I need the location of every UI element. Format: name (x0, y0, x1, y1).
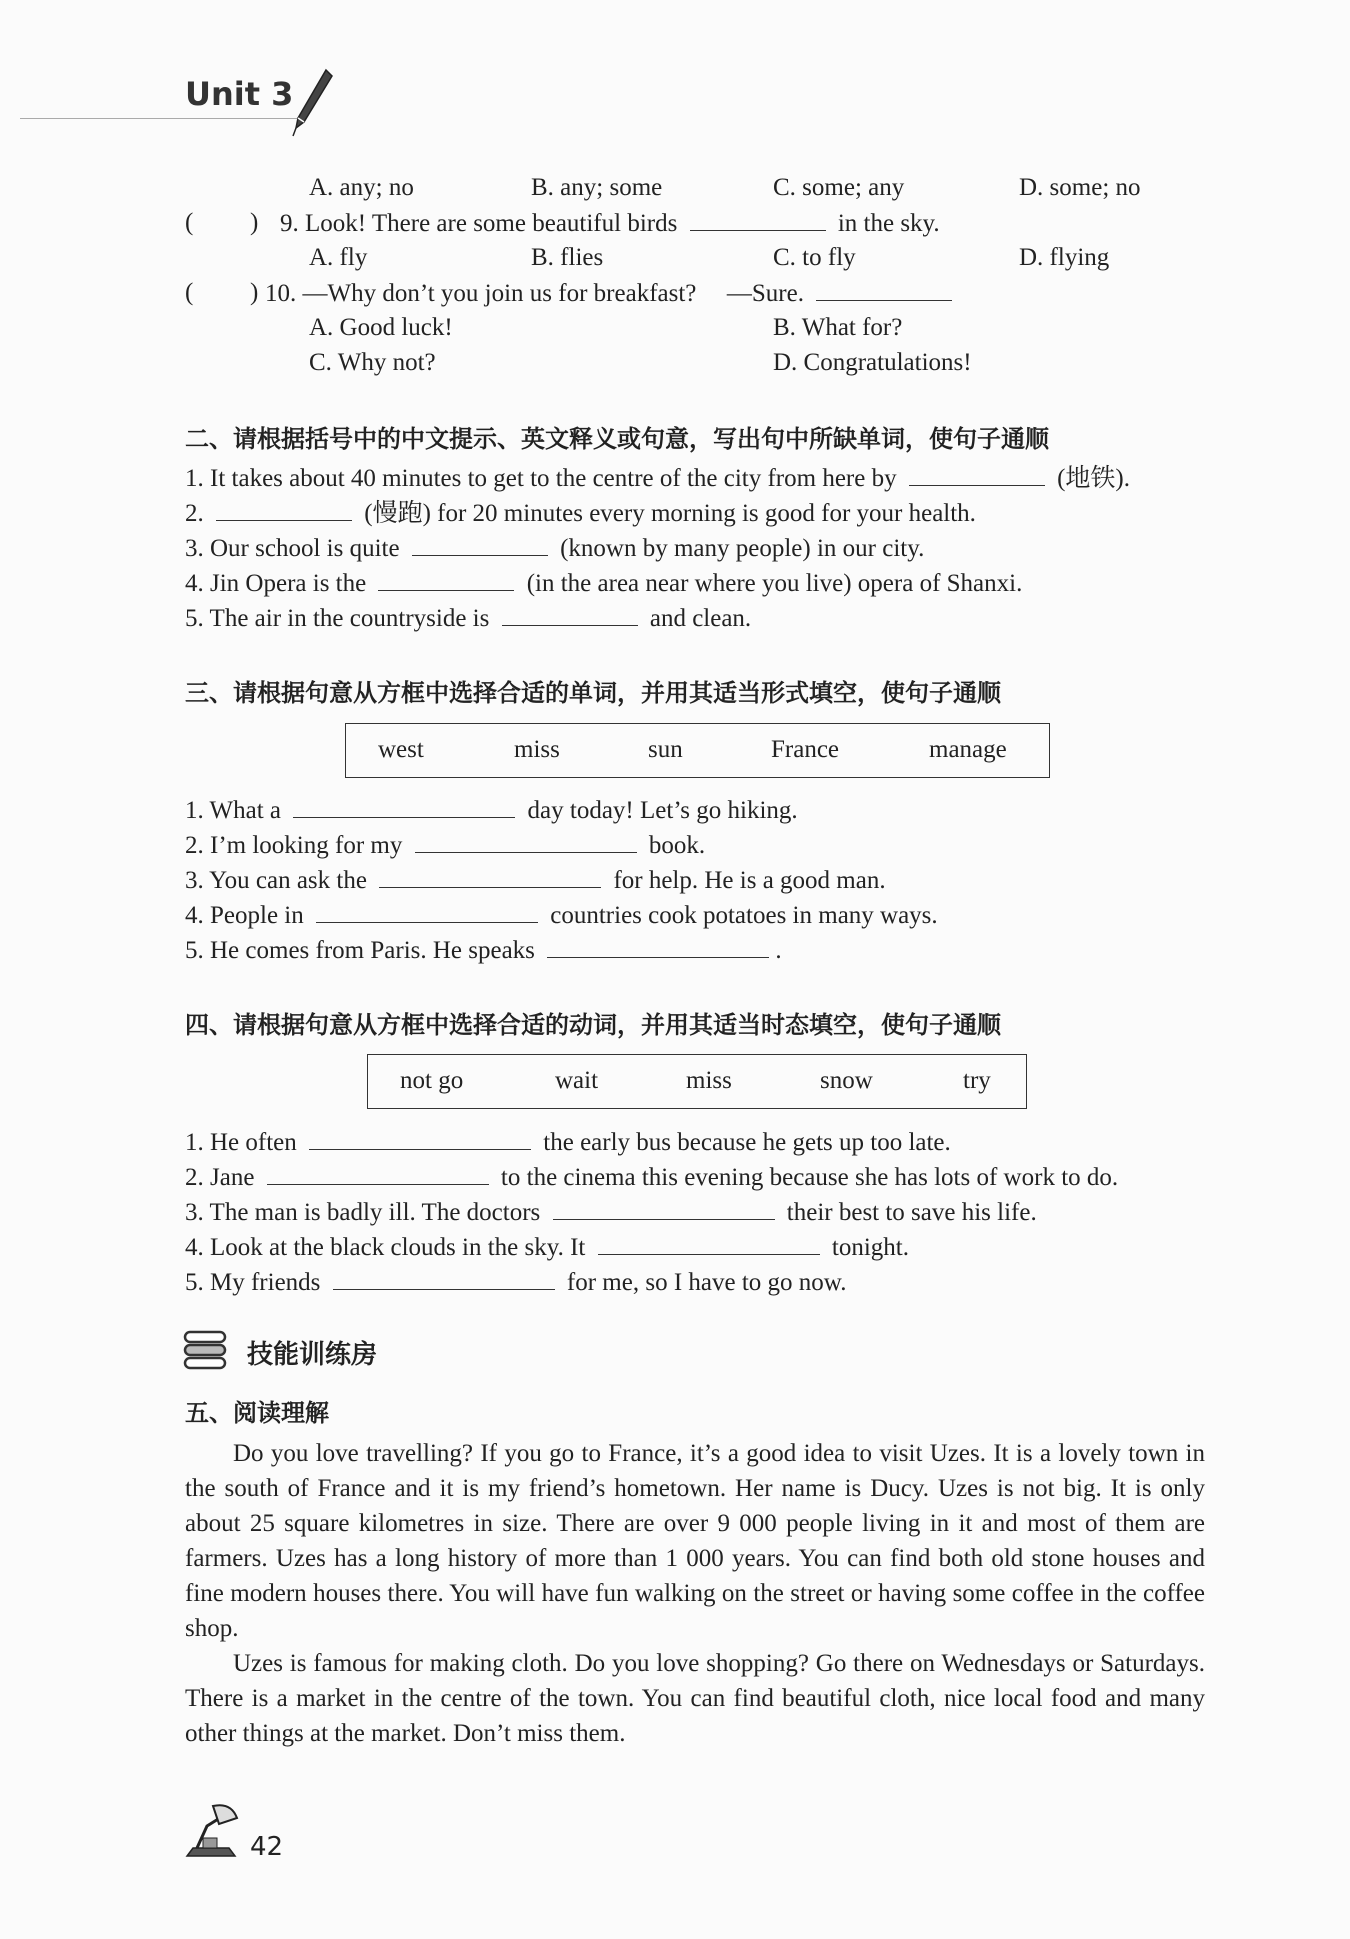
q9-option-d: D. flying (1019, 244, 1110, 271)
answer-blank[interactable] (553, 1197, 775, 1220)
word-box-item: France (771, 736, 840, 763)
q9-paren-open: ( (185, 209, 194, 236)
word-box-item: miss (514, 736, 560, 763)
verb-box (367, 1054, 1027, 1109)
s3-item-4: 4. People in countries cook potatoes in many ways. (185, 902, 938, 929)
answer-blank[interactable] (316, 900, 538, 923)
verb-box-item: snow (820, 1067, 873, 1094)
answer-blank[interactable] (293, 795, 515, 818)
pen-icon (290, 66, 334, 138)
s4-item-5: 5. My friends for me, so I have to go now. (185, 1269, 847, 1296)
answer-blank[interactable] (909, 463, 1045, 486)
q10-stem (265, 278, 952, 309)
q9-stem-a: 9. Look! There are some beautiful birds (280, 210, 678, 237)
answer-blank[interactable] (267, 1162, 489, 1185)
answer-blank[interactable] (333, 1267, 555, 1290)
s2-item-3: 3. Our school is quite (known by many people) in our city. (185, 535, 925, 562)
q9-option-c: C. to fly (773, 244, 856, 271)
section-4-heading: 四、请根据句意从方框中选择合适的动词，并用其适当时态填空，使句子通顺 (185, 1011, 1001, 1039)
q8-option-d: D. some; no (1019, 174, 1141, 201)
s2-item-5: 5. The air in the countryside is and clean. (185, 605, 752, 632)
unit-title: Unit 3 (185, 75, 294, 113)
lamp-icon (183, 1800, 243, 1860)
word-box (345, 723, 1050, 778)
answer-blank[interactable] (216, 498, 352, 521)
s2-item-1: 1. It takes about 40 minutes to get to the centre of the city from here by (地铁). (185, 465, 1131, 492)
word-box-item: sun (648, 736, 683, 763)
s3-item-5: 5. He comes from Paris. He speaks . (185, 937, 782, 964)
answer-blank[interactable] (598, 1232, 820, 1255)
section-3-heading: 三、请根据句意从方框中选择合适的单词，并用其适当形式填空，使句子通顺 (185, 679, 1001, 707)
header-rule (20, 118, 300, 119)
q10-stem-a: 10. —Why don’t you join us for breakfast? (265, 280, 697, 307)
answer-blank[interactable] (816, 278, 952, 301)
q10-option-d: D. Congratulations! (773, 349, 972, 376)
q8-option-c: C. some; any (773, 174, 905, 201)
q10-option-a: A. Good luck! (309, 314, 453, 341)
s4-item-3: 3. The man is badly ill. The doctors their best to save his life. (185, 1199, 1037, 1226)
section-5-heading: 五、阅读理解 (185, 1399, 329, 1427)
skill-title: 技能训练房 (247, 1340, 378, 1370)
q10-paren-close: ) (250, 279, 259, 306)
q9-paren-close: ) (250, 209, 259, 236)
q9-stem-b: in the sky. (837, 210, 940, 237)
passage-paragraph-2: Uzes is famous for making cloth. Do you love shopping? Go there on Wednesdays or Saturdays. There is a market in the centre of the town. You can find beautiful cloth, nice local food and many other things at the market. Don’t miss them. (185, 1650, 1205, 1747)
word-box-item: manage (929, 736, 1007, 763)
s3-item-2: 2. I’m looking for my book. (185, 832, 706, 859)
skill-icon (183, 1328, 229, 1372)
answer-blank[interactable] (379, 865, 601, 888)
s4-item-2: 2. Jane to the cinema this evening because she has lots of work to do. (185, 1164, 1119, 1191)
verb-box-item: wait (555, 1067, 599, 1094)
verb-box-item: not go (400, 1067, 464, 1094)
q10-option-b: B. What for? (773, 314, 903, 341)
answer-blank[interactable] (690, 208, 826, 231)
s2-item-2: 2. (慢跑) for 20 minutes every morning is good for your health. (185, 500, 976, 527)
answer-blank[interactable] (547, 935, 769, 958)
answer-blank[interactable] (412, 533, 548, 556)
answer-blank[interactable] (309, 1127, 531, 1150)
answer-blank[interactable] (378, 568, 514, 591)
verb-box-item: miss (686, 1067, 732, 1094)
q9-option-b: B. flies (531, 244, 604, 271)
q9-option-a: A. fly (309, 244, 368, 271)
q10-option-c: C. Why not? (309, 349, 436, 376)
q8-option-b: B. any; some (531, 174, 663, 201)
verb-box-item: try (963, 1067, 991, 1094)
s3-item-1: 1. What a day today! Let’s go hiking. (185, 797, 798, 824)
s3-item-3: 3. You can ask the for help. He is a good man. (185, 867, 886, 894)
passage-paragraph-1: Do you love travelling? If you go to France, it’s a good idea to visit Uzes. It is a lovely town in the south of France and it is my friend’s hometown. Her name is Ducy. Uzes is not big. It is only about 25 square kilometres in size. There are over 9 000 people living in it and most of them are farmers. Uzes has a long history of more than 1 000 years. You can find both old stone houses and fine modern houses there. You will have fun walking on the street or having some coffee in the coffee shop. (185, 1440, 1205, 1642)
q9-stem (280, 208, 940, 239)
answer-blank[interactable] (502, 603, 638, 626)
page-number: 42 (250, 1832, 284, 1862)
q8-option-a: A. any; no (309, 174, 414, 201)
s2-item-4: 4. Jin Opera is the (in the area near where you live) opera of Shanxi. (185, 570, 1023, 597)
word-box-item: west (378, 736, 424, 763)
q10-paren-open: ( (185, 279, 194, 306)
section-2-heading: 二、请根据括号中的中文提示、英文释义或句意，写出句中所缺单词，使句子通顺 (185, 425, 1049, 453)
s4-item-4: 4. Look at the black clouds in the sky. It tonight. (185, 1234, 909, 1261)
reading-passage (185, 1436, 1205, 1751)
s4-item-1: 1. He often the early bus because he gets up too late. (185, 1129, 951, 1156)
answer-blank[interactable] (415, 830, 637, 853)
q10-stem-b: —Sure. (726, 280, 804, 307)
